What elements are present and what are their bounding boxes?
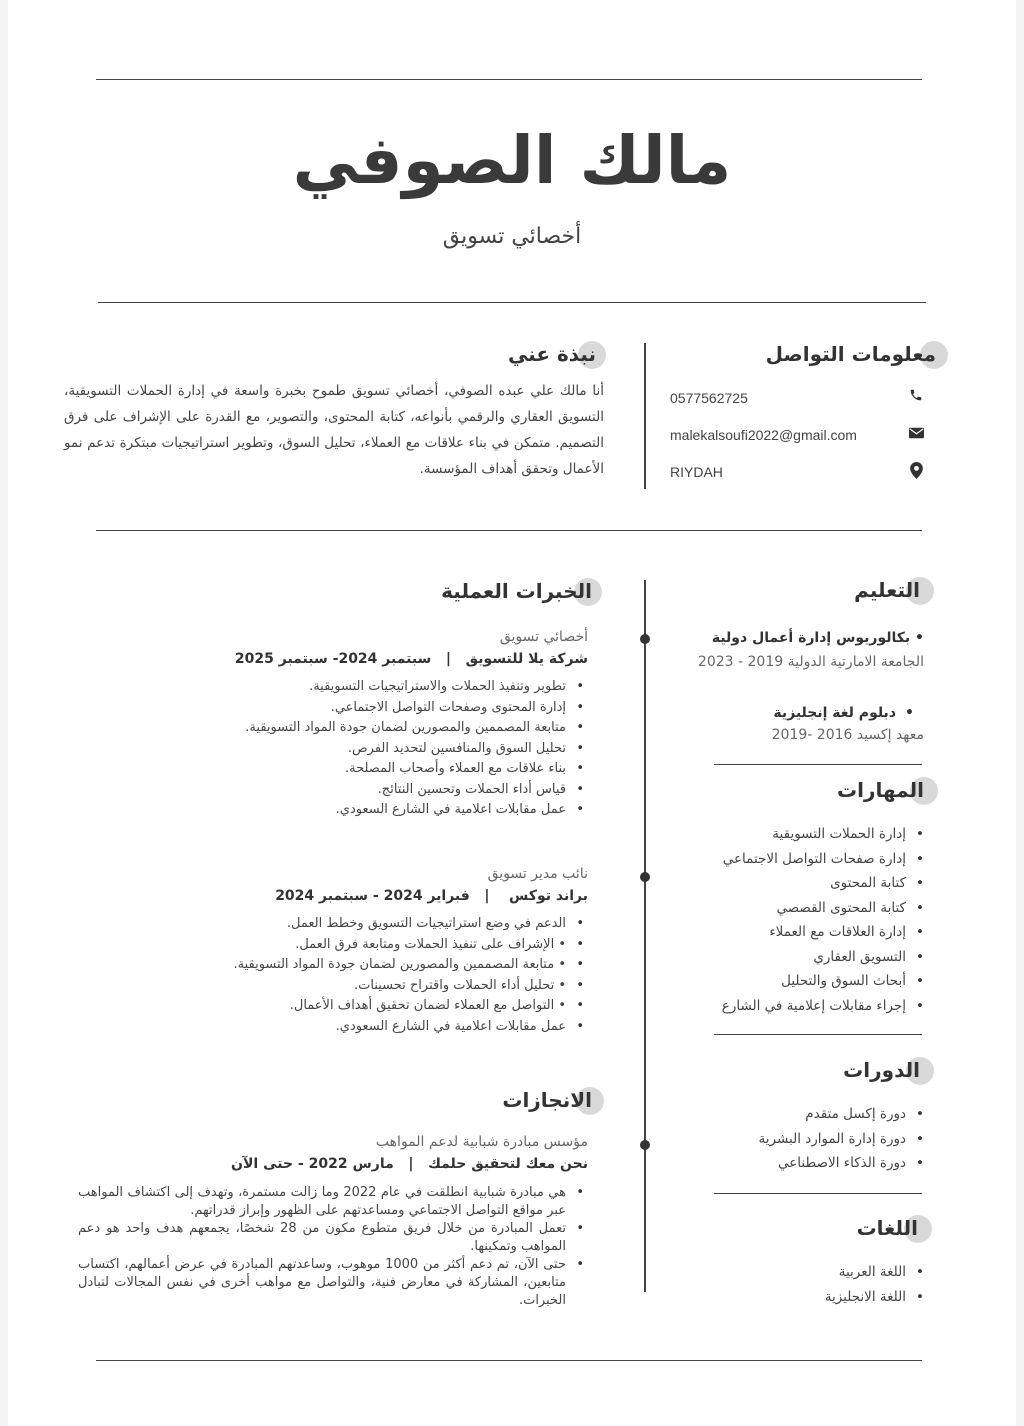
skill-item: • إدارة الحملات التسويقية <box>608 822 928 847</box>
skill-item: • إجراء مقابلات إعلامية في الشارع <box>608 994 928 1019</box>
job-bullet: • • الإشراف على تنفيذ الحملات ومتابعة فرق العمل. <box>28 935 588 956</box>
contact-heading: معلومات التواصل <box>766 342 936 366</box>
location-text: RIYDAH <box>670 464 723 480</box>
contact-phone <box>670 388 925 410</box>
school-label: معهد إكسيد 2016 -2019 <box>771 727 924 743</box>
language-item: • اللغة العربية <box>608 1260 928 1285</box>
divider-education <box>714 764 922 765</box>
divider-header <box>98 302 926 303</box>
divider-top <box>96 79 922 80</box>
course-item: • دورة الذكاء الاصطناعي <box>608 1151 928 1176</box>
job-company-line: براند توكس | فبراير 2024 - سبتمبر 2024 <box>275 888 588 904</box>
courses-heading: الدورات <box>843 1058 920 1082</box>
job-bullet: • • متابعة المصممين والمصورين لضمان جودة المواد التسويقية. <box>28 955 588 976</box>
phone-icon <box>907 388 925 406</box>
degree-label: • بكالوريوس إدارة أعمال دولية <box>711 630 924 646</box>
divider-middle <box>96 530 922 531</box>
job-title: أخصائي تسويق <box>442 224 582 249</box>
job-role: أخصائي تسويق <box>499 629 588 645</box>
courses-list <box>608 1102 928 1176</box>
experience-heading: الخبرات العملية <box>441 579 592 603</box>
divider-bottom <box>96 1360 922 1361</box>
about-text: أنا مالك علي عبده الصوفي، أخصائي تسويق طموح بخبرة واسعة في إدارة الحملات التسويقية، التسويق العقاري والرقمي بأنواعه، كتابة المحتوى، والتصوير، مع القدرة على الإشراف على فرق التصميم. متمكن في بناء علاقات مع العملاء، تحليل السوق، وتطوير استراتيجيات مبتكرة تدعم نمو الأعمال وتحقق أهداف المؤسسة. <box>64 383 604 477</box>
job-bullet: • عمل مقابلات اعلامية في الشارع السعودي. <box>68 800 588 821</box>
job-bullet: • • تحليل أداء الحملات واقتراح تحسينات. <box>28 976 588 997</box>
course-item: • دورة إدارة الموارد البشرية <box>608 1127 928 1152</box>
timeline-dot <box>640 1140 650 1150</box>
achievement-bullet: • تعمل المبادرة من خلال فريق متطوع مكون من 28 شخصًا، يجمعهم هدف واحد هو دعم المواهب وتمكينها. <box>78 1220 588 1256</box>
course-item: • دورة إكسل متقدم <box>608 1102 928 1127</box>
location-pin-icon <box>907 462 925 480</box>
education-item-1 <box>604 630 924 670</box>
timeline-dot <box>640 634 650 644</box>
candidate-name: مالك الصوفي <box>292 122 732 199</box>
job-bullet: • متابعة المصممين والمصورين لضمان جودة المواد التسويقية. <box>68 718 588 739</box>
achievement-role: مؤسس مبادرة شبابية لدعم المواهب <box>375 1134 588 1150</box>
skill-item: • كتابة المحتوى القصصي <box>608 896 928 921</box>
job-bullet: • تطوير وتنفيذ الحملات والاستراتيجيات التسويقية. <box>68 677 588 698</box>
skills-list <box>608 822 928 1018</box>
timeline-line <box>644 580 646 1292</box>
degree-label: • دبلوم لغة إنجليزية <box>604 705 918 721</box>
achievement-block <box>78 1134 588 1310</box>
achievement-bullet: • هي مبادرة شبابية انطلقت في عام 2022 وما زالت مستمرة، وتهدف إلى اكتشاف المواهب عبر مواقع التواصل الاجتماعي ومساعدتهم على الظهور وإبراز قدراتهم. <box>78 1184 588 1220</box>
contact-email <box>670 425 925 447</box>
education-item-2 <box>604 705 924 743</box>
skill-item: • كتابة المحتوى <box>608 871 928 896</box>
email-text: malekalsoufi2022@gmail.com <box>670 427 857 443</box>
skill-item: • إدارة صفحات التواصل الاجتماعي <box>608 847 928 872</box>
achievements-heading: الانجازات <box>502 1088 592 1112</box>
language-item: • اللغة الانجليزية <box>608 1285 928 1310</box>
achievement-bullet: • حتى الآن، تم دعم أكثر من 1000 موهوب، وساعدتهم المبادرة في عرض أعمالهم، اكتساب متابعين، المشاركة في معارض فنية، والتواصل مع مواهب أخرى في نفس المجالات لتبادل الخبرات. <box>78 1256 588 1310</box>
job-2 <box>28 866 588 1037</box>
envelope-icon <box>907 425 925 443</box>
phone-text: 0577562725 <box>670 390 748 406</box>
skill-item: • إدارة العلاقات مع العملاء <box>608 920 928 945</box>
divider-vertical-top <box>644 343 646 489</box>
skill-item: • التسويق العقاري <box>608 945 928 970</box>
languages-heading: اللغات <box>857 1216 918 1240</box>
job-role: نائب مدير تسويق <box>487 866 588 882</box>
contact-location <box>670 462 925 484</box>
divider-skills <box>714 1034 922 1035</box>
education-heading: التعليم <box>854 578 920 602</box>
job-1 <box>68 629 588 821</box>
job-bullet: • تحليل السوق والمنافسين لتحديد الفرص. <box>68 739 588 760</box>
languages-list <box>608 1260 928 1309</box>
timeline-dot <box>640 872 650 882</box>
job-bullet: • • التواصل مع العملاء لضمان تحقيق أهداف الأعمال. <box>28 996 588 1017</box>
school-label: الجامعة الامارتية الدولية 2019 - 2023 <box>697 654 924 670</box>
job-bullet: • الدعم في وضع استراتيجيات التسويق وخطط العمل. <box>28 914 588 935</box>
skill-item: • أبحاث السوق والتحليل <box>608 969 928 994</box>
divider-courses <box>714 1193 922 1194</box>
job-company-line: شركة يلا للتسويق | سبتمبر 2024- سبتمبر 2025 <box>234 651 588 667</box>
skills-heading: المهارات <box>837 778 924 802</box>
job-bullet: • عمل مقابلات اعلامية في الشارع السعودي. <box>28 1017 588 1038</box>
job-bullet: • إدارة المحتوى وصفحات التواصل الاجتماعي. <box>68 698 588 719</box>
achievement-org-line: نحن معك لتحقيق حلمك | مارس 2022 - حتى الآن <box>231 1156 588 1172</box>
job-bullet: • قياس أداء الحملات وتحسين النتائج. <box>68 780 588 801</box>
job-bullet: • بناء علاقات مع العملاء وأصحاب المصلحة. <box>68 759 588 780</box>
about-heading: نبذة عني <box>508 342 596 366</box>
